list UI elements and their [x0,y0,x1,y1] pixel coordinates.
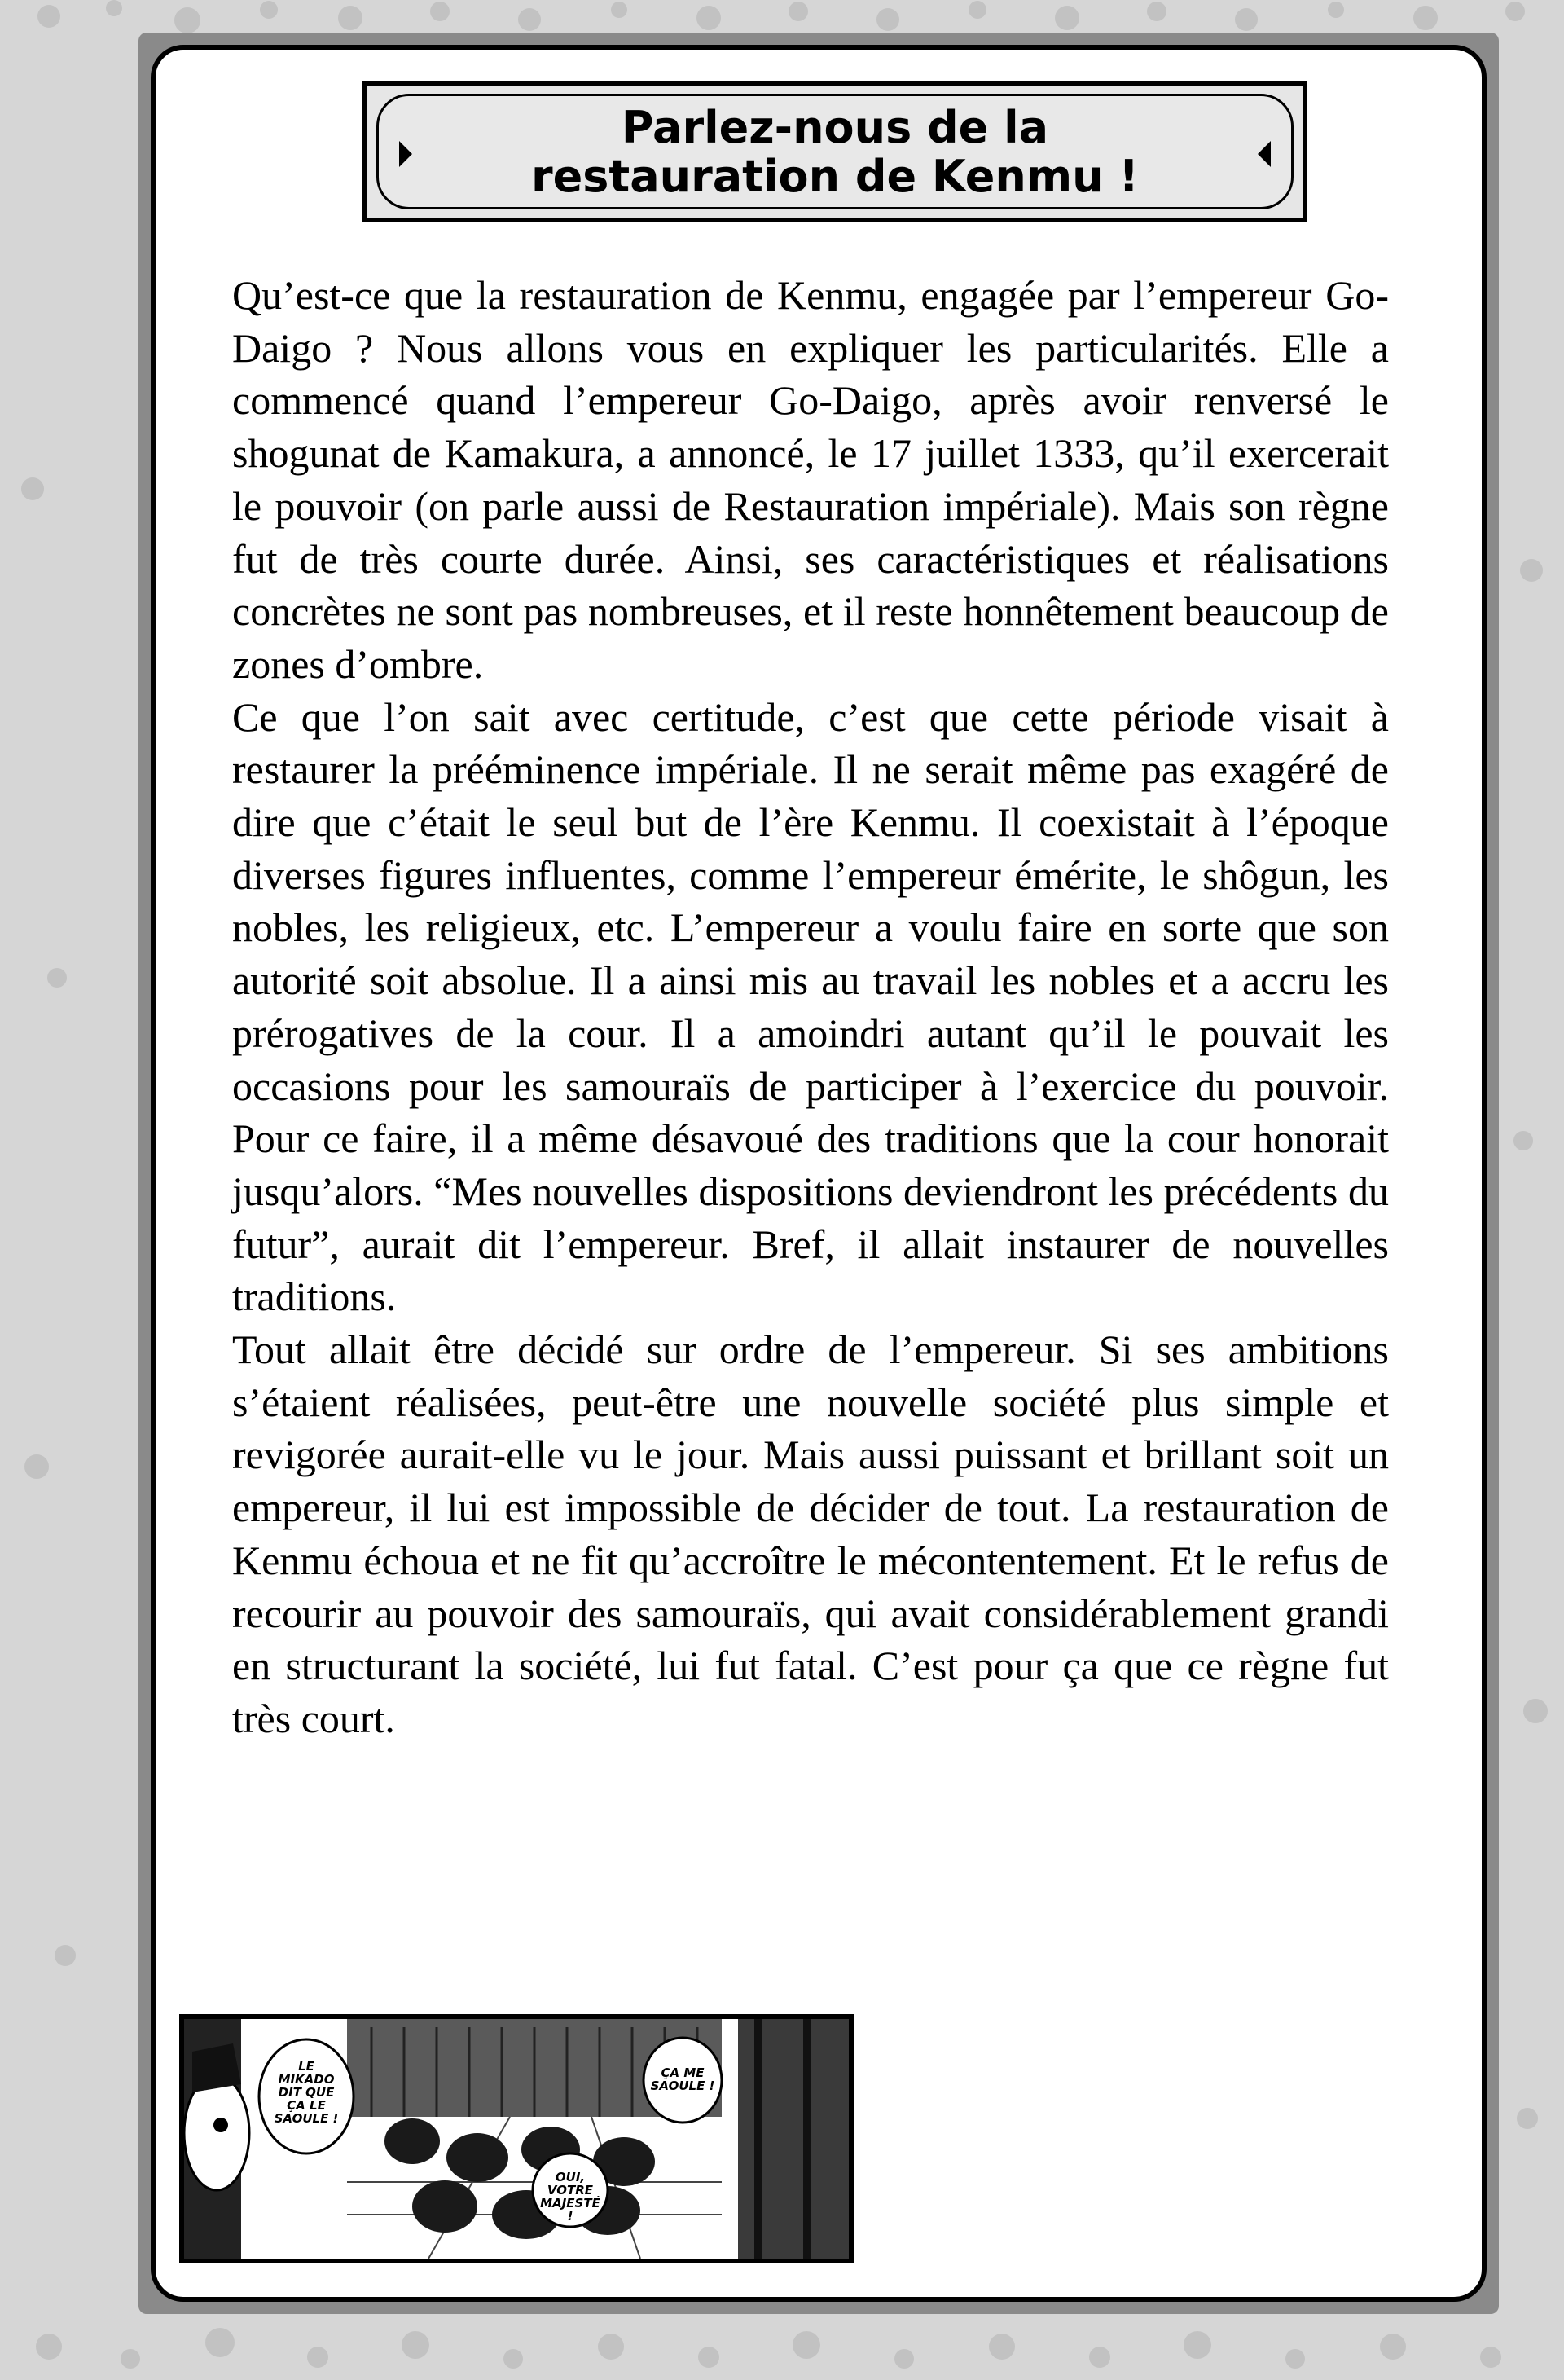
arrow-left-icon [1258,141,1271,167]
paragraph: Ce que l’on sait avec certitude, c’est que cette période visait à restaurer la prééminence impériale. Il ne serait même pas exagéré de dire que c’était le seul but de l’ère Kenmu. Il coexistait à l’époque diverses figures influentes, comme l’empereur émérite, le shôgun, les nobles, les religieux, etc. L’empereur a voulu faire en sorte que son autorité soit absolue. Il a ainsi mis au travail les nobles et a accru les prérogatives de la cour. Il a amoindri autant qu’il le pouvait les occasions pour les samouraïs de participer à l’exercice du pouvoir. Pour ce faire, il a même désavoué des traditions que la cour honorait jusqu’alors. “Mes nouvelles dispositions deviendront les précédents du futur”, aurait dit l’empereur. Bref, il allait instaurer de nouvelles traditions. [232,693,1389,1320]
speech-bubble-text: OUI, VOTRE MAJESTÉ ! [540,2170,600,2224]
arrow-right-icon [399,141,412,167]
paragraph: Qu’est-ce que la restauration de Kenmu, engagée par l’empereur Go-Daigo ? Nous allons vous en expliquer les particularités. Elle a commencé quand l’empereur Go-Daigo, après avoir renversé le shogunat de Kamakura, a annoncé, le 17 juillet 1333, qu’il exercerait le pouvoir (on parle aussi de Restauration impériale). Mais son règne fut de très courte durée. Ainsi, ses caractéristiques et réalisations concrètes ne sont pas nombreuses, et il reste honnêtement beaucoup de zones d’ombre. [232,272,1389,687]
speech-bubble-text: ÇA ME SAOULE ! [650,2065,715,2093]
paragraph: Tout allait être décidé sur ordre de l’empereur. Si ses ambitions s’étaient réalisées, peut-être une nouvelle société plus simple et revigorée aurait-elle vu le jour. Mais aussi puissant et brillant soit un empereur, il lui est impossible de décider de tout. La restauration de Kenmu échoua et ne fit qu’accroître le mécontentement. Et le refus de recourir au pouvoir des samouraïs, qui avait considérablement grandi en structurant la société, lui fut fatal. C’est pour ça que ce règne fut très court. [232,1326,1389,1741]
article-body [232,269,1389,1745]
title-banner [362,81,1307,222]
page-title [432,103,1238,201]
title-line-1: Parlez-nous de la [621,102,1049,153]
manga-illustration [184,2019,849,2259]
speech-bubble-text: LE MIKADO DIT QUE ÇA LE SAOULE ! [274,2059,339,2126]
manga-panel [179,2014,854,2263]
title-line-2: restauration de Kenmu ! [530,151,1139,202]
